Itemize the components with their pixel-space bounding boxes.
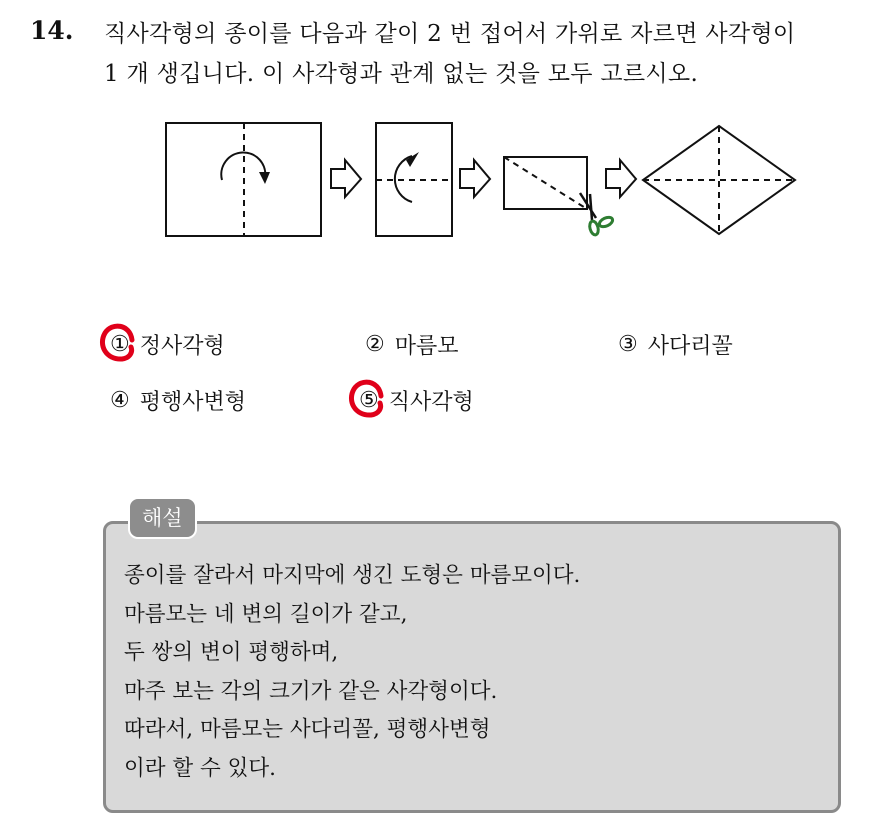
- solution-text: [124, 557, 580, 788]
- choice-1[interactable]: [110, 329, 225, 360]
- next-arrow-icon-2: [460, 160, 490, 197]
- scissors-icon: [580, 193, 614, 236]
- solution-line-5: 따라서, 마름모는 사다리꼴, 평행사변형: [124, 717, 491, 742]
- solution-line-3: 두 쌍의 변이 평행하며,: [124, 640, 339, 665]
- question-line-2: 1 개 생깁니다. 이 사각형과 관계 없는 것을 모두 고르시오.: [104, 61, 699, 87]
- solution-line-2: 마름모는 네 변의 길이가 같고,: [124, 601, 408, 627]
- choice-4-label: 평행사변형: [139, 390, 246, 415]
- solution-line-1: 종이를 잘라서 마지막에 생긴 도형은 마름모이다.: [124, 563, 581, 588]
- choice-5-label: 직사각형: [388, 390, 474, 415]
- choice-2[interactable]: [365, 329, 459, 360]
- choice-1-label: 정사각형: [139, 334, 225, 359]
- solution-line-4: 마주 보는 각의 크기가 같은 사각형이다.: [124, 678, 498, 704]
- next-arrow-icon-3: [606, 160, 636, 197]
- solution-line-6: 이라 할 수 있다.: [124, 755, 276, 781]
- question-line-1: 직사각형의 종이를 다음과 같이 2 번 접어서 가위로 자르면 사각형이: [104, 21, 796, 47]
- choice-1-number: ①: [110, 332, 130, 357]
- choice-2-number: ②: [365, 332, 385, 357]
- next-arrow-icon-1: [331, 160, 361, 197]
- choice-3[interactable]: [618, 329, 733, 360]
- question-number: 14.: [30, 16, 74, 45]
- choice-3-number: ③: [618, 332, 638, 357]
- solution-tag: 해설: [128, 497, 197, 539]
- choice-5-number: ⑤: [359, 388, 379, 413]
- choice-4[interactable]: [110, 385, 246, 416]
- choice-3-label: 사다리꼴: [647, 334, 733, 359]
- choice-4-number: ④: [110, 388, 130, 413]
- choice-5[interactable]: [359, 385, 474, 416]
- choice-2-label: 마름모: [394, 334, 459, 359]
